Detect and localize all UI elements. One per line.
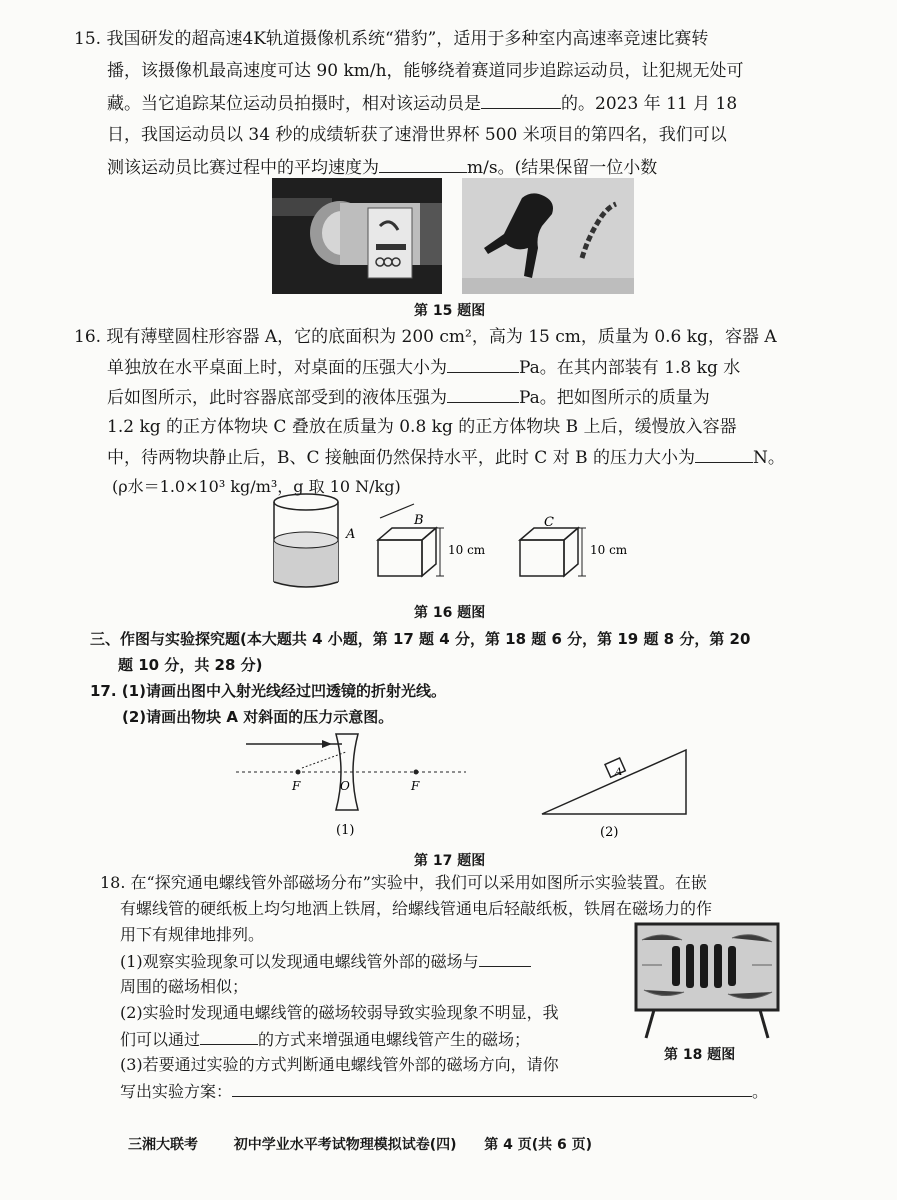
q17-sub1-label: (1) — [336, 823, 355, 838]
q16-figure — [268, 488, 648, 598]
cube-b — [378, 504, 444, 576]
q17-lens-figure — [236, 730, 466, 840]
q16-line-3 — [107, 386, 710, 409]
dim-c: 10 cm — [590, 543, 628, 557]
q16-line-4: 1.2 kg 的正方体物块 C 叠放在质量为 0.8 kg 的正方体物块 B 上后，缓慢放入容器 — [107, 417, 737, 437]
question-16 — [74, 326, 874, 496]
q16-line-2b: Pa。在其内部装有 1.8 kg 水 — [519, 358, 741, 378]
q17-incline-figure — [536, 744, 696, 840]
q15-blank-1[interactable] — [481, 92, 561, 109]
focus-right-label: F — [411, 779, 420, 793]
q17-caption: 第 17 题图 — [414, 853, 486, 869]
q16-line-2a: 单独放在水平桌面上时，对桌面的压强大小为 — [107, 358, 447, 378]
q16-line-3a: 后如图所示，此时容器底部受到的液体压强为 — [107, 388, 447, 408]
question-17 — [90, 680, 790, 730]
dim-b: 10 cm — [448, 543, 486, 557]
q15-line-1: 15. 我国研发的超高速4K轨道摄像机系统“猎豹”，适用于多种室内高速率竞速比赛转 — [74, 29, 709, 49]
solenoid-photo — [632, 920, 782, 1040]
footer-exam-title: 初中学业水平考试物理模拟试卷(四) — [233, 1137, 457, 1153]
q16-line-5b: N。 — [753, 448, 785, 468]
q15-line-4: 日，我国运动员以 34 秒的成绩斩获了速滑世界杯 500 米项目的第四名，我们可以 — [107, 125, 727, 145]
q15-line-5b: m/s。(结果保留一位小数 — [467, 158, 658, 178]
q18-part-2c-text: 的方式来增强通电螺线管产生的磁场； — [258, 1030, 531, 1049]
section-3-header — [90, 628, 880, 678]
label-b: B — [414, 513, 424, 528]
q16-blank-1[interactable] — [447, 356, 519, 373]
q18-part-3b-text: 写出实验方案： — [120, 1082, 233, 1101]
optical-center-label: O — [340, 779, 350, 793]
label-c: C — [544, 515, 554, 530]
q15-line-2: 播，该摄像机最高速度可达 90 km/h，能够绕着赛道同步追踪运动员，让犯规无处可 — [107, 61, 744, 81]
q18-part-2a: (2)实验时发现通电螺线管的磁场较弱导致实验现象不明显，我 — [120, 1003, 559, 1022]
q16-blank-2[interactable] — [447, 386, 519, 403]
label-a: A — [346, 527, 356, 542]
q15-line-3a: 藏。当它追踪某位运动员拍摄时，相对该运动员是 — [107, 94, 481, 114]
q18-line-3: 用下有规律地排列。 — [120, 925, 265, 944]
q15-line-3b: 的。2023 年 11 月 18 — [561, 94, 738, 114]
q18-part-2b — [120, 1028, 530, 1051]
footer-publisher: 三湘大联考 — [128, 1137, 198, 1153]
q18-part-3b — [120, 1080, 768, 1103]
footer-page-number: 第 4 页(共 6 页) — [484, 1137, 593, 1153]
q18-blank-2[interactable] — [200, 1028, 258, 1045]
q18-part-1a-text: (1)观察实验现象可以发现通电螺线管外部的磁场与 — [120, 952, 479, 971]
q17-sub2-label: (2) — [600, 825, 619, 840]
skater-photo — [462, 178, 634, 294]
q15-blank-2[interactable] — [379, 156, 467, 173]
q16-line-1: 16. 现有薄壁圆柱形容器 A，它的底面积为 200 cm²，高为 15 cm，质量为 0.6 kg，容器 A — [74, 327, 777, 347]
q17-line-1: 17. (1)请画出图中入射光线经过凹透镜的折射光线。 — [90, 682, 446, 700]
q18-blank-1[interactable] — [479, 950, 531, 967]
q16-line-3b: Pa。把如图所示的质量为 — [519, 388, 710, 408]
section-3-line-1: 三、作图与实验探究题(本大题共 4 小题，第 17 题 4 分，第 18 题 6 分，第 19 题 8 分，第 20 — [90, 630, 751, 648]
q16-line-2 — [107, 356, 740, 379]
q15-line-5 — [107, 156, 657, 179]
q18-part-2b-text: 们可以通过 — [120, 1030, 201, 1049]
q18-blank-3[interactable] — [232, 1080, 752, 1097]
q15-line-5a: 测该运动员比赛过程中的平均速度为 — [107, 158, 379, 178]
q16-constants: (ρ水＝1.0×10³ kg/m³，g 取 10 N/kg) — [112, 477, 401, 496]
container-a — [274, 494, 338, 587]
block-a-label: A — [615, 767, 623, 778]
q17-line-2: (2)请画出物块 A 对斜面的压力示意图。 — [122, 708, 394, 726]
q15-line-3 — [107, 92, 737, 115]
q18-part-3c-text: 。 — [752, 1082, 769, 1101]
q16-blank-3[interactable] — [695, 446, 753, 463]
q15-caption: 第 15 题图 — [414, 303, 486, 319]
q18-line-1: 18. 在“探究通电螺线管外部磁场分布”实验中，我们可以采用如图所示实验装置。在嵌 — [100, 873, 707, 892]
q16-caption: 第 16 题图 — [414, 605, 486, 621]
section-3-line-2: 题 10 分，共 28 分) — [118, 656, 263, 674]
page-footer — [128, 1134, 768, 1156]
camera-photo — [272, 178, 442, 294]
q18-part-3a: (3)若要通过实验的方式判断通电螺线管外部的磁场方向，请你 — [120, 1055, 559, 1074]
cube-c — [520, 528, 586, 576]
q16-line-5 — [107, 446, 785, 469]
focus-left-label: F — [292, 779, 301, 793]
q18-part-1b: 周围的磁场相似； — [120, 977, 249, 996]
q18-caption: 第 18 题图 — [664, 1047, 736, 1063]
q18-part-1a — [120, 950, 531, 973]
q18-line-2: 有螺线管的硬纸板上均匀地洒上铁屑，给螺线管通电后轻敲纸板，铁屑在磁场力的作 — [120, 899, 713, 918]
q16-line-5a: 中，待两物块静止后，B、C 接触面仍然保持水平，此时 C 对 B 的压力大小为 — [107, 448, 696, 468]
